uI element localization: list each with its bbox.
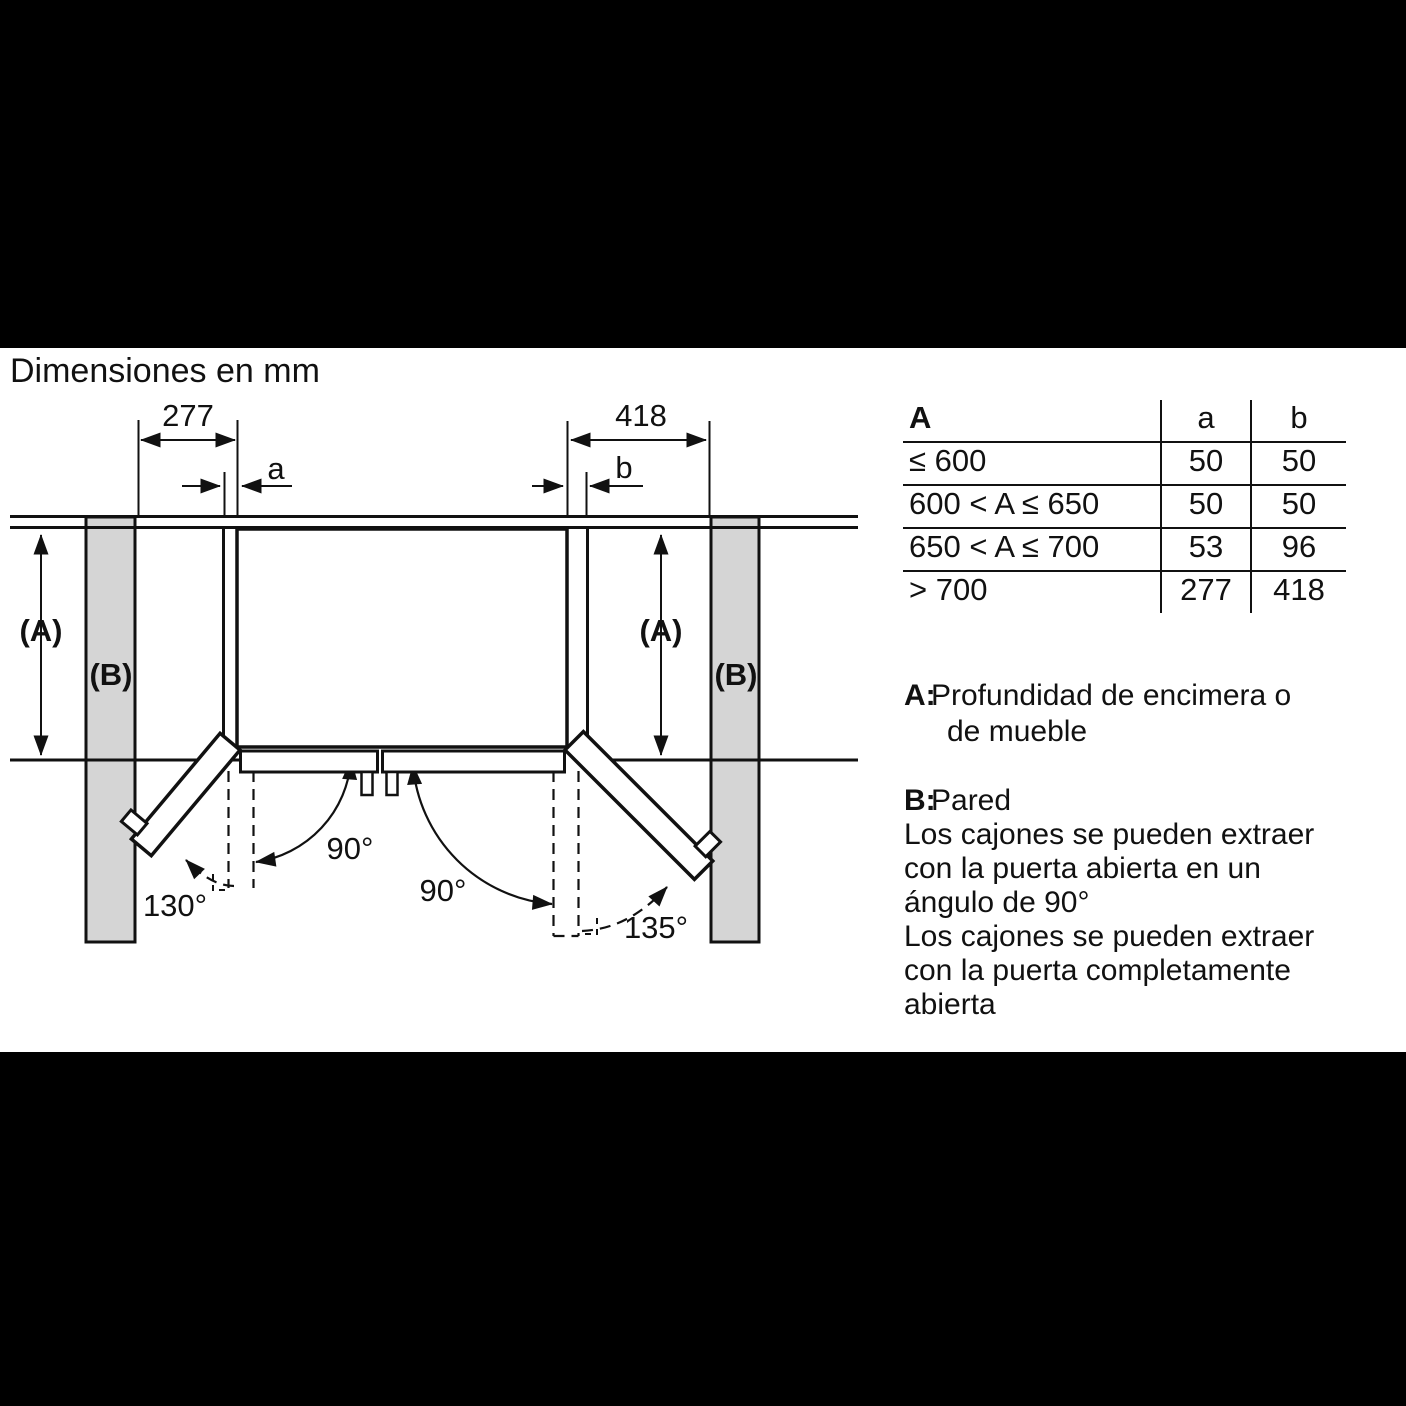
legend-A-key: A:	[904, 679, 936, 712]
angle-label-130: 130°	[142, 888, 208, 923]
legend-B-text: Pared	[931, 784, 1012, 817]
appliance	[117, 529, 726, 879]
note-line: Los cajones se pueden extraer	[904, 818, 1315, 851]
table-header-b: b	[1251, 400, 1346, 442]
door-right-panel	[565, 732, 713, 880]
legend-B-key: B:	[904, 784, 936, 817]
wall-label-left: (B)	[89, 657, 133, 692]
range-cell: 650 < A ≤ 700	[903, 528, 1161, 571]
clearance-table	[903, 400, 1346, 613]
hinge-foot-left	[362, 772, 373, 795]
table-row	[903, 485, 1346, 528]
note-line: con la puerta completamente	[904, 954, 1291, 987]
door-right-closed-front	[383, 751, 565, 772]
a-cell: 277	[1161, 571, 1251, 613]
depth-label-right: (A)	[639, 613, 683, 648]
swing-arcs-90	[256, 760, 552, 904]
angle-label-90-left: 90°	[326, 831, 374, 866]
wall-right	[711, 517, 759, 942]
door-left-closed-front	[241, 751, 378, 772]
depth-label-left: (A)	[19, 613, 63, 648]
dim-label-a: a	[267, 451, 285, 486]
range-cell: ≤ 600	[903, 442, 1161, 485]
page-title: Dimensiones en mm	[10, 352, 320, 390]
dim-label-b: b	[615, 450, 633, 485]
range-cell: 600 < A ≤ 650	[903, 485, 1161, 528]
dim-label-277: 277	[162, 398, 214, 433]
table-header-a: a	[1161, 400, 1251, 442]
legend-A	[904, 678, 1384, 750]
legend-B-and-notes	[904, 784, 1384, 1022]
note-line: Los cajones se pueden extraer	[904, 920, 1315, 953]
table-header-row	[903, 400, 1346, 442]
legend-A-line2: de mueble	[947, 715, 1088, 748]
note-line: con la puerta abierta en un	[904, 852, 1261, 885]
legend-A-text: Profundidad de encimera o	[931, 679, 1292, 712]
hinge-foot-right	[387, 772, 398, 795]
legend-A-line1	[904, 678, 1384, 714]
angle-label-90-right: 90°	[419, 873, 467, 908]
b-cell: 96	[1251, 528, 1346, 571]
wall-left	[86, 517, 135, 942]
table-header-A: A	[909, 400, 932, 435]
angle-label-135: 135°	[623, 910, 689, 945]
wall-label-right: (B)	[714, 657, 758, 692]
table-row	[903, 571, 1346, 613]
note-line: abierta	[904, 988, 996, 1021]
swing-arc-130	[186, 860, 234, 886]
dim-label-418: 418	[615, 398, 667, 433]
legend-B-line	[904, 784, 1384, 818]
b-cell: 418	[1251, 571, 1346, 613]
a-cell: 53	[1161, 528, 1251, 571]
door-left-panel	[131, 733, 240, 855]
range-cell: > 700	[903, 571, 1161, 613]
appliance-cabinet	[237, 529, 567, 747]
legend	[904, 678, 1384, 1022]
a-cell: 50	[1161, 442, 1251, 485]
table-row	[903, 528, 1346, 571]
note-line: ángulo de 90°	[904, 886, 1090, 919]
table-row	[903, 442, 1346, 485]
a-cell: 50	[1161, 485, 1251, 528]
door-right-open-135	[565, 718, 726, 879]
b-cell: 50	[1251, 442, 1346, 485]
b-cell: 50	[1251, 485, 1346, 528]
